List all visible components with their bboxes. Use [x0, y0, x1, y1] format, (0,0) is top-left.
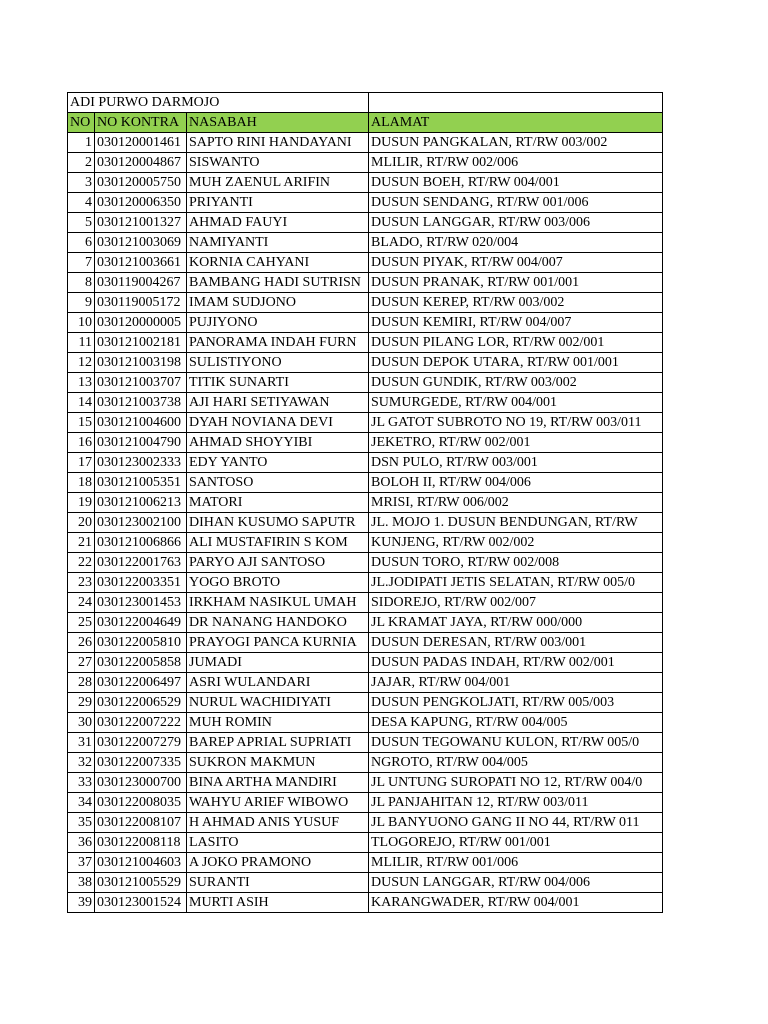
table-row	[68, 753, 663, 773]
table-row	[68, 313, 663, 333]
cell-no: 2	[68, 153, 95, 173]
cell-alamat: DUSUN PIYAK, RT/RW 004/007	[369, 253, 663, 273]
cell-alamat: DUSUN GUNDIK, RT/RW 003/002	[369, 373, 663, 393]
cell-kontrak: 030121006866	[95, 533, 187, 553]
title-row	[68, 93, 663, 113]
cell-kontrak: 030121004790	[95, 433, 187, 453]
cell-nasabah: EDY YANTO	[187, 453, 369, 473]
cell-no: 25	[68, 613, 95, 633]
table-row	[68, 713, 663, 733]
cell-no: 35	[68, 813, 95, 833]
cell-alamat: DUSUN PILANG LOR, RT/RW 002/001	[369, 333, 663, 353]
cell-alamat: JL.JODIPATI JETIS SELATAN, RT/RW 005/0	[369, 573, 663, 593]
cell-alamat: MRISI, RT/RW 006/002	[369, 493, 663, 513]
cell-alamat: DUSUN PENGKOLJATI, RT/RW 005/003	[369, 693, 663, 713]
cell-alamat: DESA KAPUNG, RT/RW 004/005	[369, 713, 663, 733]
cell-kontrak: 030121003738	[95, 393, 187, 413]
cell-kontrak: 030122001763	[95, 553, 187, 573]
cell-kontrak: 030122004649	[95, 613, 187, 633]
cell-kontrak: 030120005750	[95, 173, 187, 193]
table-row	[68, 213, 663, 233]
header-kontrak: NO KONTRA	[95, 113, 187, 133]
cell-no: 13	[68, 373, 95, 393]
cell-alamat: DUSUN PRANAK, RT/RW 001/001	[369, 273, 663, 293]
cell-alamat: DSN PULO, RT/RW 003/001	[369, 453, 663, 473]
cell-no: 3	[68, 173, 95, 193]
cell-no: 26	[68, 633, 95, 653]
sheet-title: ADI PURWO DARMOJO	[70, 95, 220, 110]
table-row	[68, 413, 663, 433]
cell-nasabah: BAMBANG HADI SUTRISN	[187, 273, 369, 293]
table-row	[68, 893, 663, 913]
cell-alamat: MLILIR, RT/RW 002/006	[369, 153, 663, 173]
cell-nasabah: AJI HARI SETIYAWAN	[187, 393, 369, 413]
cell-nasabah: PRIYANTI	[187, 193, 369, 213]
table-row	[68, 773, 663, 793]
cell-nasabah: ASRI WULANDARI	[187, 673, 369, 693]
cell-kontrak: 030122007279	[95, 733, 187, 753]
cell-alamat: KARANGWADER, RT/RW 004/001	[369, 893, 663, 913]
cell-kontrak: 030122008118	[95, 833, 187, 853]
cell-alamat: DUSUN PADAS INDAH, RT/RW 002/001	[369, 653, 663, 673]
cell-nasabah: MUH ROMIN	[187, 713, 369, 733]
cell-nasabah: NAMIYANTI	[187, 233, 369, 253]
cell-kontrak: 030122007222	[95, 713, 187, 733]
table-row	[68, 393, 663, 413]
cell-kontrak: 030121004603	[95, 853, 187, 873]
table-row	[68, 633, 663, 653]
title-cell	[68, 93, 369, 113]
table-row	[68, 693, 663, 713]
cell-nasabah: A JOKO PRAMONO	[187, 853, 369, 873]
cell-no: 18	[68, 473, 95, 493]
cell-kontrak: 030122008107	[95, 813, 187, 833]
cell-no: 15	[68, 413, 95, 433]
cell-no: 17	[68, 453, 95, 473]
cell-no: 9	[68, 293, 95, 313]
table-row	[68, 273, 663, 293]
cell-alamat: DUSUN KEMIRI, RT/RW 004/007	[369, 313, 663, 333]
cell-no: 22	[68, 553, 95, 573]
cell-no: 34	[68, 793, 95, 813]
table-row	[68, 293, 663, 313]
cell-kontrak: 030122007335	[95, 753, 187, 773]
cell-alamat: DUSUN TORO, RT/RW 002/008	[369, 553, 663, 573]
cell-alamat: KUNJENG, RT/RW 002/002	[369, 533, 663, 553]
cell-kontrak: 030121005529	[95, 873, 187, 893]
cell-no: 27	[68, 653, 95, 673]
cell-nasabah: LASITO	[187, 833, 369, 853]
cell-kontrak: 030122005858	[95, 653, 187, 673]
table-row	[68, 373, 663, 393]
cell-no: 37	[68, 853, 95, 873]
table-row	[68, 473, 663, 493]
cell-no: 11	[68, 333, 95, 353]
cell-alamat: MLILIR, RT/RW 001/006	[369, 853, 663, 873]
table-row	[68, 353, 663, 373]
cell-no: 21	[68, 533, 95, 553]
cell-alamat: DUSUN SENDANG, RT/RW 001/006	[369, 193, 663, 213]
cell-alamat: JL. MOJO 1. DUSUN BENDUNGAN, RT/RW	[369, 513, 663, 533]
table-row	[68, 793, 663, 813]
table-row	[68, 453, 663, 473]
cell-no: 38	[68, 873, 95, 893]
customer-table	[67, 92, 663, 913]
cell-no: 20	[68, 513, 95, 533]
cell-alamat: TLOGOREJO, RT/RW 001/001	[369, 833, 663, 853]
cell-no: 19	[68, 493, 95, 513]
cell-nasabah: PUJIYONO	[187, 313, 369, 333]
cell-no: 10	[68, 313, 95, 333]
cell-kontrak: 030120001461	[95, 133, 187, 153]
cell-kontrak: 030120000005	[95, 313, 187, 333]
cell-kontrak: 030123002333	[95, 453, 187, 473]
cell-alamat: DUSUN PANGKALAN, RT/RW 003/002	[369, 133, 663, 153]
cell-kontrak: 030119004267	[95, 273, 187, 293]
table-row	[68, 813, 663, 833]
table-row	[68, 533, 663, 553]
cell-kontrak: 030122008035	[95, 793, 187, 813]
cell-nasabah: PANORAMA INDAH FURN	[187, 333, 369, 353]
cell-nasabah: DYAH NOVIANA DEVI	[187, 413, 369, 433]
cell-nasabah: JUMADI	[187, 653, 369, 673]
cell-kontrak: 030120006350	[95, 193, 187, 213]
cell-no: 29	[68, 693, 95, 713]
cell-no: 16	[68, 433, 95, 453]
cell-alamat: JL KRAMAT JAYA, RT/RW 000/000	[369, 613, 663, 633]
cell-nasabah: MURTI ASIH	[187, 893, 369, 913]
cell-kontrak: 030121003661	[95, 253, 187, 273]
cell-nasabah: SANTOSO	[187, 473, 369, 493]
cell-nasabah: IMAM SUDJONO	[187, 293, 369, 313]
cell-no: 31	[68, 733, 95, 753]
table-row	[68, 493, 663, 513]
cell-kontrak: 030122006497	[95, 673, 187, 693]
cell-no: 33	[68, 773, 95, 793]
cell-no: 12	[68, 353, 95, 373]
cell-nasabah: DR NANANG HANDOKO	[187, 613, 369, 633]
cell-kontrak: 030121006213	[95, 493, 187, 513]
cell-kontrak: 030121004600	[95, 413, 187, 433]
cell-kontrak: 030119005172	[95, 293, 187, 313]
table-row	[68, 613, 663, 633]
cell-kontrak: 030122003351	[95, 573, 187, 593]
table-row	[68, 153, 663, 173]
cell-no: 7	[68, 253, 95, 273]
cell-nasabah: KORNIA CAHYANI	[187, 253, 369, 273]
cell-no: 28	[68, 673, 95, 693]
cell-kontrak: 030121002181	[95, 333, 187, 353]
table-row	[68, 673, 663, 693]
table-row	[68, 173, 663, 193]
cell-nasabah: SISWANTO	[187, 153, 369, 173]
cell-nasabah: NURUL WACHIDIYATI	[187, 693, 369, 713]
cell-kontrak: 030121003198	[95, 353, 187, 373]
table-row	[68, 733, 663, 753]
cell-no: 4	[68, 193, 95, 213]
cell-alamat: JL GATOT SUBROTO NO 19, RT/RW 003/011	[369, 413, 663, 433]
cell-nasabah: AHMAD SHOYYIBI	[187, 433, 369, 453]
table-row	[68, 233, 663, 253]
cell-alamat: JAJAR, RT/RW 004/001	[369, 673, 663, 693]
cell-nasabah: TITIK SUNARTI	[187, 373, 369, 393]
table-row	[68, 873, 663, 893]
table-row	[68, 513, 663, 533]
cell-no: 30	[68, 713, 95, 733]
cell-kontrak: 030120004867	[95, 153, 187, 173]
cell-no: 39	[68, 893, 95, 913]
cell-alamat: DUSUN LANGGAR, RT/RW 004/006	[369, 873, 663, 893]
table-row	[68, 653, 663, 673]
cell-kontrak: 030121001327	[95, 213, 187, 233]
table-row	[68, 333, 663, 353]
cell-kontrak: 030123002100	[95, 513, 187, 533]
cell-alamat: JL PANJAHITAN 12, RT/RW 003/011	[369, 793, 663, 813]
cell-kontrak: 030122005810	[95, 633, 187, 653]
cell-nasabah: YOGO BROTO	[187, 573, 369, 593]
cell-alamat: DUSUN LANGGAR, RT/RW 003/006	[369, 213, 663, 233]
cell-nasabah: BINA ARTHA MANDIRI	[187, 773, 369, 793]
cell-nasabah: H AHMAD ANIS YUSUF	[187, 813, 369, 833]
cell-kontrak: 030121005351	[95, 473, 187, 493]
table-row	[68, 833, 663, 853]
cell-kontrak: 030122006529	[95, 693, 187, 713]
cell-alamat: NGROTO, RT/RW 004/005	[369, 753, 663, 773]
cell-no: 24	[68, 593, 95, 613]
cell-nasabah: AHMAD FAUYI	[187, 213, 369, 233]
cell-no: 8	[68, 273, 95, 293]
cell-nasabah: SAPTO RINI HANDAYANI	[187, 133, 369, 153]
cell-nasabah: IRKHAM NASIKUL UMAH	[187, 593, 369, 613]
table-row	[68, 593, 663, 613]
table-row	[68, 553, 663, 573]
cell-nasabah: DIHAN KUSUMO SAPUTR	[187, 513, 369, 533]
table-row	[68, 253, 663, 273]
cell-nasabah: SULISTIYONO	[187, 353, 369, 373]
cell-alamat: JEKETRO, RT/RW 002/001	[369, 433, 663, 453]
cell-kontrak: 030121003707	[95, 373, 187, 393]
table-row	[68, 433, 663, 453]
table-row	[68, 573, 663, 593]
cell-alamat: DUSUN BOEH, RT/RW 004/001	[369, 173, 663, 193]
cell-kontrak: 030123000700	[95, 773, 187, 793]
cell-no: 36	[68, 833, 95, 853]
cell-nasabah: WAHYU ARIEF WIBOWO	[187, 793, 369, 813]
header-nasabah: NASABAH	[187, 113, 369, 133]
cell-alamat: BOLOH II, RT/RW 004/006	[369, 473, 663, 493]
cell-alamat: JL UNTUNG SUROPATI NO 12, RT/RW 004/0	[369, 773, 663, 793]
cell-kontrak: 030123001453	[95, 593, 187, 613]
cell-alamat: DUSUN KEREP, RT/RW 003/002	[369, 293, 663, 313]
cell-alamat: SUMURGEDE, RT/RW 004/001	[369, 393, 663, 413]
cell-no: 5	[68, 213, 95, 233]
cell-nasabah: PRAYOGI PANCA KURNIA	[187, 633, 369, 653]
header-row	[68, 113, 663, 133]
cell-alamat: DUSUN DERESAN, RT/RW 003/001	[369, 633, 663, 653]
cell-alamat: JL BANYUONO GANG II NO 44, RT/RW 011	[369, 813, 663, 833]
cell-alamat: SIDOREJO, RT/RW 002/007	[369, 593, 663, 613]
cell-no: 6	[68, 233, 95, 253]
header-no: NO	[68, 113, 95, 133]
cell-nasabah: ALI MUSTAFIRIN S KOM	[187, 533, 369, 553]
cell-nasabah: BAREP APRIAL SUPRIATI	[187, 733, 369, 753]
cell-alamat: DUSUN DEPOK UTARA, RT/RW 001/001	[369, 353, 663, 373]
cell-nasabah: MUH ZAENUL ARIFIN	[187, 173, 369, 193]
cell-no: 32	[68, 753, 95, 773]
cell-nasabah: SUKRON MAKMUN	[187, 753, 369, 773]
header-alamat: ALAMAT	[369, 113, 663, 133]
cell-kontrak: 030121003069	[95, 233, 187, 253]
cell-nasabah: MATORI	[187, 493, 369, 513]
table-row	[68, 133, 663, 153]
cell-no: 14	[68, 393, 95, 413]
cell-alamat: DUSUN TEGOWANU KULON, RT/RW 005/0	[369, 733, 663, 753]
cell-nasabah: PARYO AJI SANTOSO	[187, 553, 369, 573]
cell-no: 1	[68, 133, 95, 153]
cell-alamat: BLADO, RT/RW 020/004	[369, 233, 663, 253]
empty-cell	[369, 93, 663, 113]
table-row	[68, 853, 663, 873]
table-row	[68, 193, 663, 213]
cell-no: 23	[68, 573, 95, 593]
cell-nasabah: SURANTI	[187, 873, 369, 893]
cell-kontrak: 030123001524	[95, 893, 187, 913]
